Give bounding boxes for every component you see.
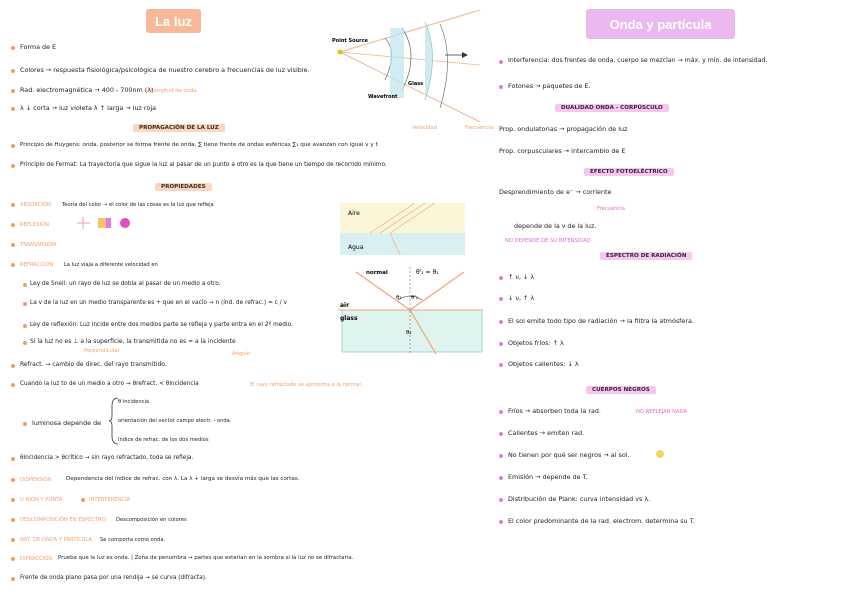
emision-text: Emisión → depende de T. [508, 473, 588, 481]
union-key: U NIÓN Y PUNTA [20, 497, 63, 503]
reflexion-ley-text: Ley de reflexión: Luz incide entre dos medios parte se refleja y parte entra en el 2º medio. [30, 322, 293, 328]
bullet [499, 276, 503, 280]
transmision-key: TRANSMISIÓN [20, 242, 57, 248]
dualidad-heading: DUALIDAD ONDA - CORPÚSCULO [555, 104, 669, 112]
bullet [11, 107, 15, 111]
bullet [11, 69, 15, 73]
color-marks-icon [74, 215, 134, 231]
dispersion-value: Dependencia del índice de refrac. con λ. La λ + larga se desvía más que las cortas. [66, 476, 300, 482]
depende-text: depende de la ν de la luz. [514, 222, 597, 230]
propagacion-heading: PROPAGACIÓN DE LA LUZ [133, 124, 225, 132]
prop-corpusculares-text: Prop. corpusculares → intercambio de E [499, 147, 626, 155]
refraccion-key: REFRACCIÓN [20, 262, 54, 268]
dep-indice: índice de refrac. de los dos medios [118, 437, 209, 443]
interferencia-text: Interferencia: dos frentes de onda, cuerpo se mezclan → máx. y mín. de intensidad. [508, 57, 768, 64]
absorcion-key: ABSORCIÓN [20, 202, 51, 208]
forma-text: Forma de E [20, 43, 57, 51]
bullet [11, 144, 15, 148]
descomposicion-key: DESCOMPOSICIÓN EN ESPECTRO [20, 517, 106, 523]
bullet [499, 342, 503, 346]
bullet [23, 283, 27, 287]
difraccion-key: DIFRACCIÓN [20, 556, 53, 562]
rad-text: Rad. electromagnética → 400 - 700nm (λ) [20, 86, 154, 94]
bullet [499, 363, 503, 367]
espectro-1: ↑ ν, ↓ λ [508, 273, 535, 281]
bullet [81, 498, 85, 502]
vacio-text: La v de la luz en un medio transparente es + que en el vacío → n (índ. de refrac.) = c / v [30, 300, 287, 306]
rad-note: → Longitud de onda. [145, 88, 198, 94]
bullet [499, 454, 503, 458]
fermat-text: Principio de Fermat: La trayectoria que sigue la luz al pasar de un punto a otro es la que tiene un tiempo de recorrido mínimo. [20, 162, 387, 168]
bullet [11, 263, 15, 267]
espectro-2: ↓ ν, ↑ λ [508, 294, 535, 302]
angulo-note: Ángulo [232, 351, 251, 357]
critico-text: θincidencia > θcrítico → sin rayo refractado, toda se refleja. [20, 455, 194, 461]
bullet [499, 520, 503, 524]
point-source-label: Point Source [332, 38, 368, 44]
no-depende-text: NO DEPENDE DE SU INTENSIDAD [505, 238, 591, 244]
dep-orientacion: orientación del vector campo electr. - onda. [118, 418, 232, 424]
propiedades-heading: PROPIEDADES [155, 183, 212, 191]
naturaleza-value: Se comporta como onda. [100, 537, 166, 543]
frecuencia-note-right: Frecuencia [597, 206, 625, 212]
reflexion-key: REFLEXIÓN [20, 222, 50, 228]
calientes-text: Objetos calientes: ↓ λ [508, 360, 579, 368]
cuando-text: Cuando la luz to de un medio a otro → θrefract. < θincidencia [20, 381, 199, 387]
theta1-prime-label: θ'₁ [411, 295, 419, 301]
bullet [11, 478, 15, 482]
bullet [499, 410, 503, 414]
cuerpos-heading: CUERPOS NEGROS [586, 386, 656, 394]
velocidad-note: Velocidad [412, 125, 438, 131]
color-text: El color predominante de la rad. electrom. determina su T. [508, 517, 695, 525]
frios2-text: Fríos → absorben toda la rad. [508, 407, 601, 415]
bullet [11, 46, 15, 50]
perpendicular-note: Perpendicular [84, 348, 120, 354]
calientes2-text: Calientes → emiten rad. [508, 429, 585, 437]
espectro-heading: ESPECTRO DE RADIACIÓN [600, 252, 692, 260]
naturaleza-key: NAT. DE ONDA Y PARTÍCULA [20, 537, 92, 543]
bullet [499, 498, 503, 502]
theta2-label: θ₂ [406, 330, 412, 336]
absorcion-value: Teoría del color → el color de las cosas es la luz que refleja [62, 202, 214, 208]
bullet [11, 89, 15, 93]
glass-region-label: glass [340, 315, 358, 322]
wavefront-diagram [330, 10, 485, 122]
bullet [499, 297, 503, 301]
cambio-text: Refract. → cambio de direc. del rayo transmitido. [20, 361, 167, 368]
theta1-label: θ₁ [396, 295, 402, 301]
air-label: air [340, 302, 350, 309]
bullet [11, 538, 15, 542]
agua-label: Agua [348, 244, 364, 251]
aire-agua-diagram [340, 203, 465, 255]
dep-incidencia: θ incidencia [118, 399, 150, 405]
bullet [23, 422, 27, 426]
bullet [11, 164, 15, 168]
aire-label: Aire [348, 210, 360, 217]
bullet [11, 518, 15, 522]
huygens-text: Principio de Huygens: onda, posterior se forma frente de onda, ∑ tiene frente de ondas esféricas ∑₁ que avanzan con igual v y f. [20, 142, 379, 148]
efecto-heading: EFECTO FOTOELÉCTRICO [584, 168, 674, 176]
bullet [11, 457, 15, 461]
bullet [499, 476, 503, 480]
bullet [499, 60, 503, 64]
negros-text: No tienen por qué ser negros → al sol. [508, 451, 630, 459]
sol-text: El sol emite todo tipo de radiación → la filtra la atmósfera. [508, 317, 694, 325]
bullet [11, 577, 15, 581]
bullet [11, 243, 15, 247]
right-title: Onda y partícula [586, 9, 735, 39]
superficie-text: Si la luz no es ⊥ a la superficie, la transmitida no es = a la incidente [30, 338, 236, 345]
prop-ondulatorias-text: Prop. ondulatorias → propagación de luz [499, 125, 628, 133]
frente-text: Frente de onda plano pasa por una rendija → se curva (difracta). [20, 575, 207, 581]
refraction-diagram [338, 262, 483, 357]
dispersion-key: DISPERSIÓN [20, 477, 52, 483]
difraccion-value: Prueba que la luz es onda. | Zona de penumbra → partes que estarían en la sombra si la luz no se difractaría. [58, 555, 354, 561]
frecuencia-note: Frecuencia [465, 125, 493, 131]
refraccion-value: La luz viaja a diferente velocidad en [64, 262, 158, 268]
planck-text: Distribución de Plank: curva intensidad vs λ. [508, 495, 651, 503]
sun-icon [656, 450, 664, 458]
desprendimiento-text: Desprendimiento de e⁻ → corriente [499, 188, 612, 196]
bullet [11, 557, 15, 561]
lambda-line: λ ↓ corta → luz violeta λ ↑ larga → luz roja [20, 104, 157, 112]
colores-text: Colores → respuesta fisiológica/psicológica de nuestro cerebro a frecuencias de luz visible. [20, 66, 310, 74]
glass-label: Glass [408, 81, 424, 87]
theta-equal-label: θ'₁ = θ₁ [416, 269, 439, 276]
left-title: La luz [146, 9, 201, 33]
wavefront-label: Wavefront [368, 94, 398, 100]
snell-text: Ley de Snell: un rayo de luz se dobla al pasar de un medio a otro. [30, 281, 221, 287]
bullet [11, 498, 15, 502]
cuando-note: El rayo refractado se aproxima a la normal. [250, 382, 363, 388]
bullet [499, 85, 503, 89]
bullet [499, 320, 503, 324]
luminosa-text: luminosa depende de [32, 419, 102, 427]
bullet [23, 341, 27, 345]
bullet [11, 203, 15, 207]
bullet [499, 432, 503, 436]
bullet [11, 364, 15, 368]
frios-text: Objetos fríos: ↑ λ [508, 339, 564, 347]
descomposicion-value: Descomposición en colores [116, 517, 187, 523]
no-reflejan-text: NO REFLEJAN NADA [636, 409, 688, 415]
bullet [23, 302, 27, 306]
bullet [11, 223, 15, 227]
bullet [23, 324, 27, 328]
bullet [11, 383, 15, 387]
normal-label: normal [366, 270, 388, 276]
interferencia-key: INTERFERENCIA [89, 497, 131, 503]
fotones-text: Fotones → paquetes de E. [508, 82, 591, 90]
